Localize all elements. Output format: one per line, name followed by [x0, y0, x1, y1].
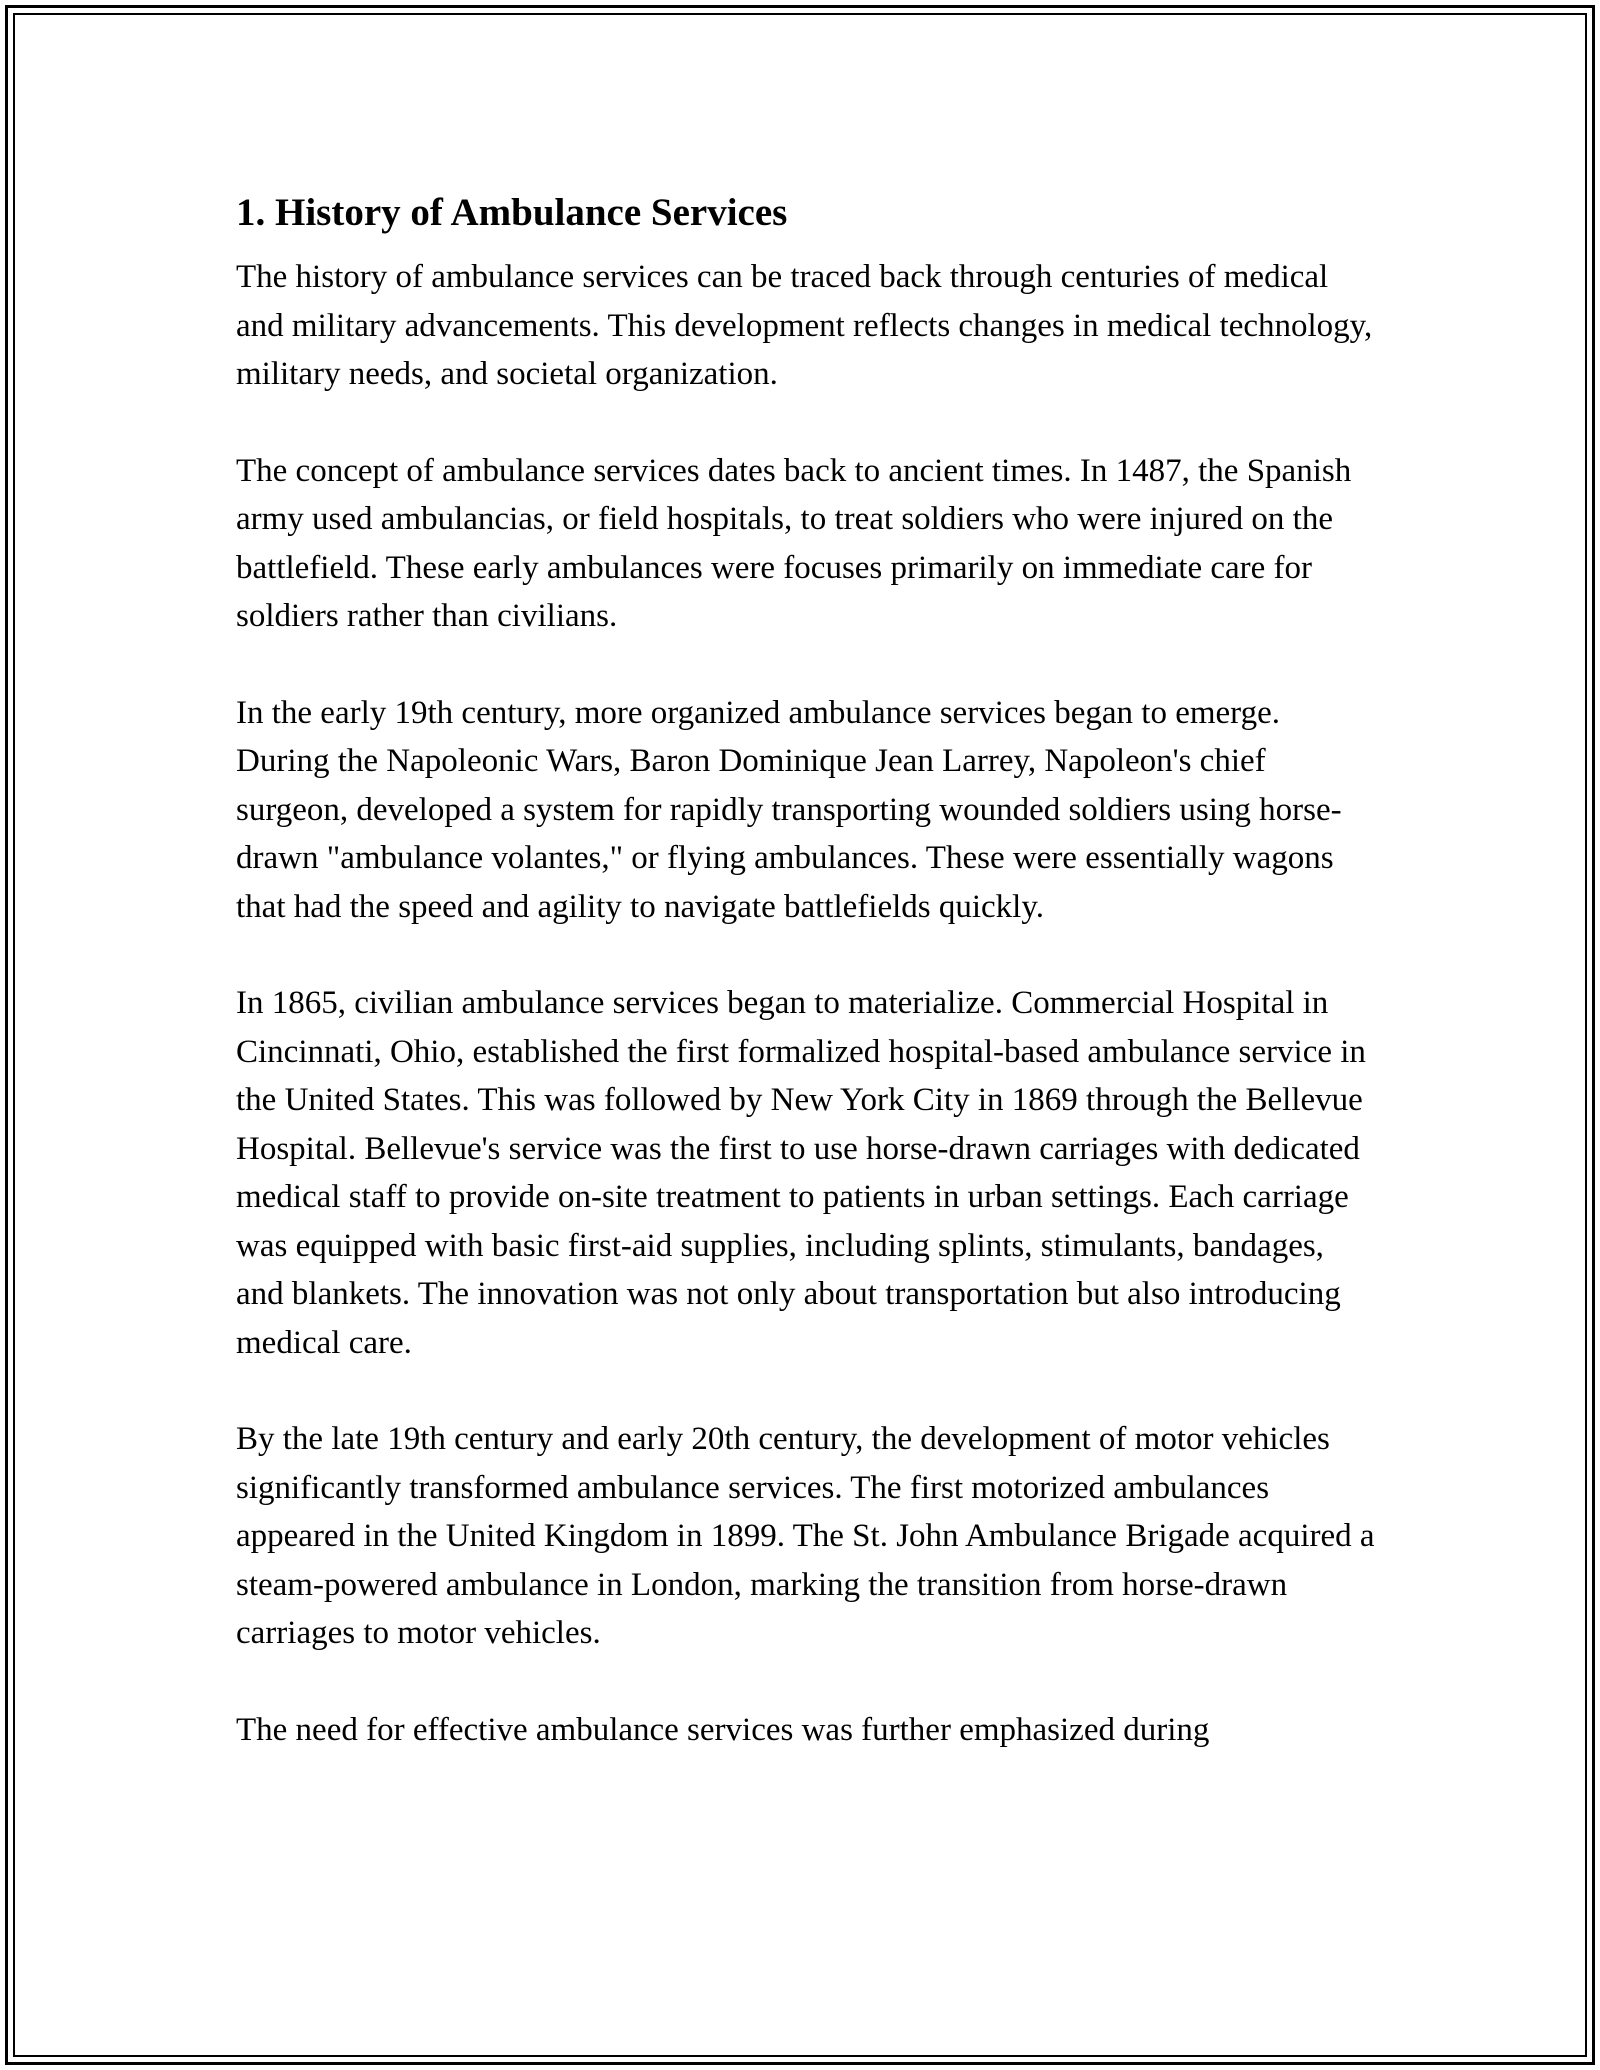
paragraph-civilian-services: In 1865, civilian ambulance services began to materialize. Commercial Hospital in Cincinnati, Ohio, established the first formalized hospital-based ambulance service in the United States. This was followed by New York City in 1869 through the Bellevue Hospital. Bellevue's service was the first to use horse-drawn carriages with dedicated medical staff to provide on-site treatment to patients in urban settings. Each carriage was equipped with basic first-aid supplies, including splints, stimulants, bandages, and blankets. The innovation was not only about transportation but also introducing medical care. — [236, 985, 1366, 1361]
section-heading: 1. History of Ambulance Services — [236, 191, 788, 234]
paragraph-ancient-times: The concept of ambulance services dates back to ancient times. In 1487, the Spanish army used ambulancias, or field hospitals, to treat soldiers who were injured on the battlefield. These early ambulances were focuses primarily on immediate care for soldiers rather than civilians. — [236, 452, 1352, 634]
paragraph-intro: The history of ambulance services can be traced back through centuries of medical and military advancements. This development reflects changes in medical technology, military needs, and societal organization. — [236, 259, 1373, 392]
document-body — [236, 185, 1376, 1802]
paragraph-19th-century: In the early 19th century, more organized ambulance services began to emerge. During the Napoleonic Wars, Baron Dominique Jean Larrey, Napoleon's chief surgeon, developed a system for rapidly transporting wounded soldiers using horse-drawn "ambulance volantes," or flying ambulances. These were essentially wagons that had the speed and agility to navigate battlefields quickly. — [236, 694, 1342, 925]
paragraph-motor-vehicles: By the late 19th century and early 20th century, the development of motor vehicles significantly transformed ambulance services. The first motorized ambulances appeared in the United Kingdom in 1899. The St. John Ambulance Brigade acquired a steam-powered ambulance in London, marking the transition from horse-drawn carriages to motor vehicles. — [236, 1421, 1375, 1651]
paragraph-emphasis: The need for effective ambulance services was further emphasized during — [236, 1711, 1210, 1748]
